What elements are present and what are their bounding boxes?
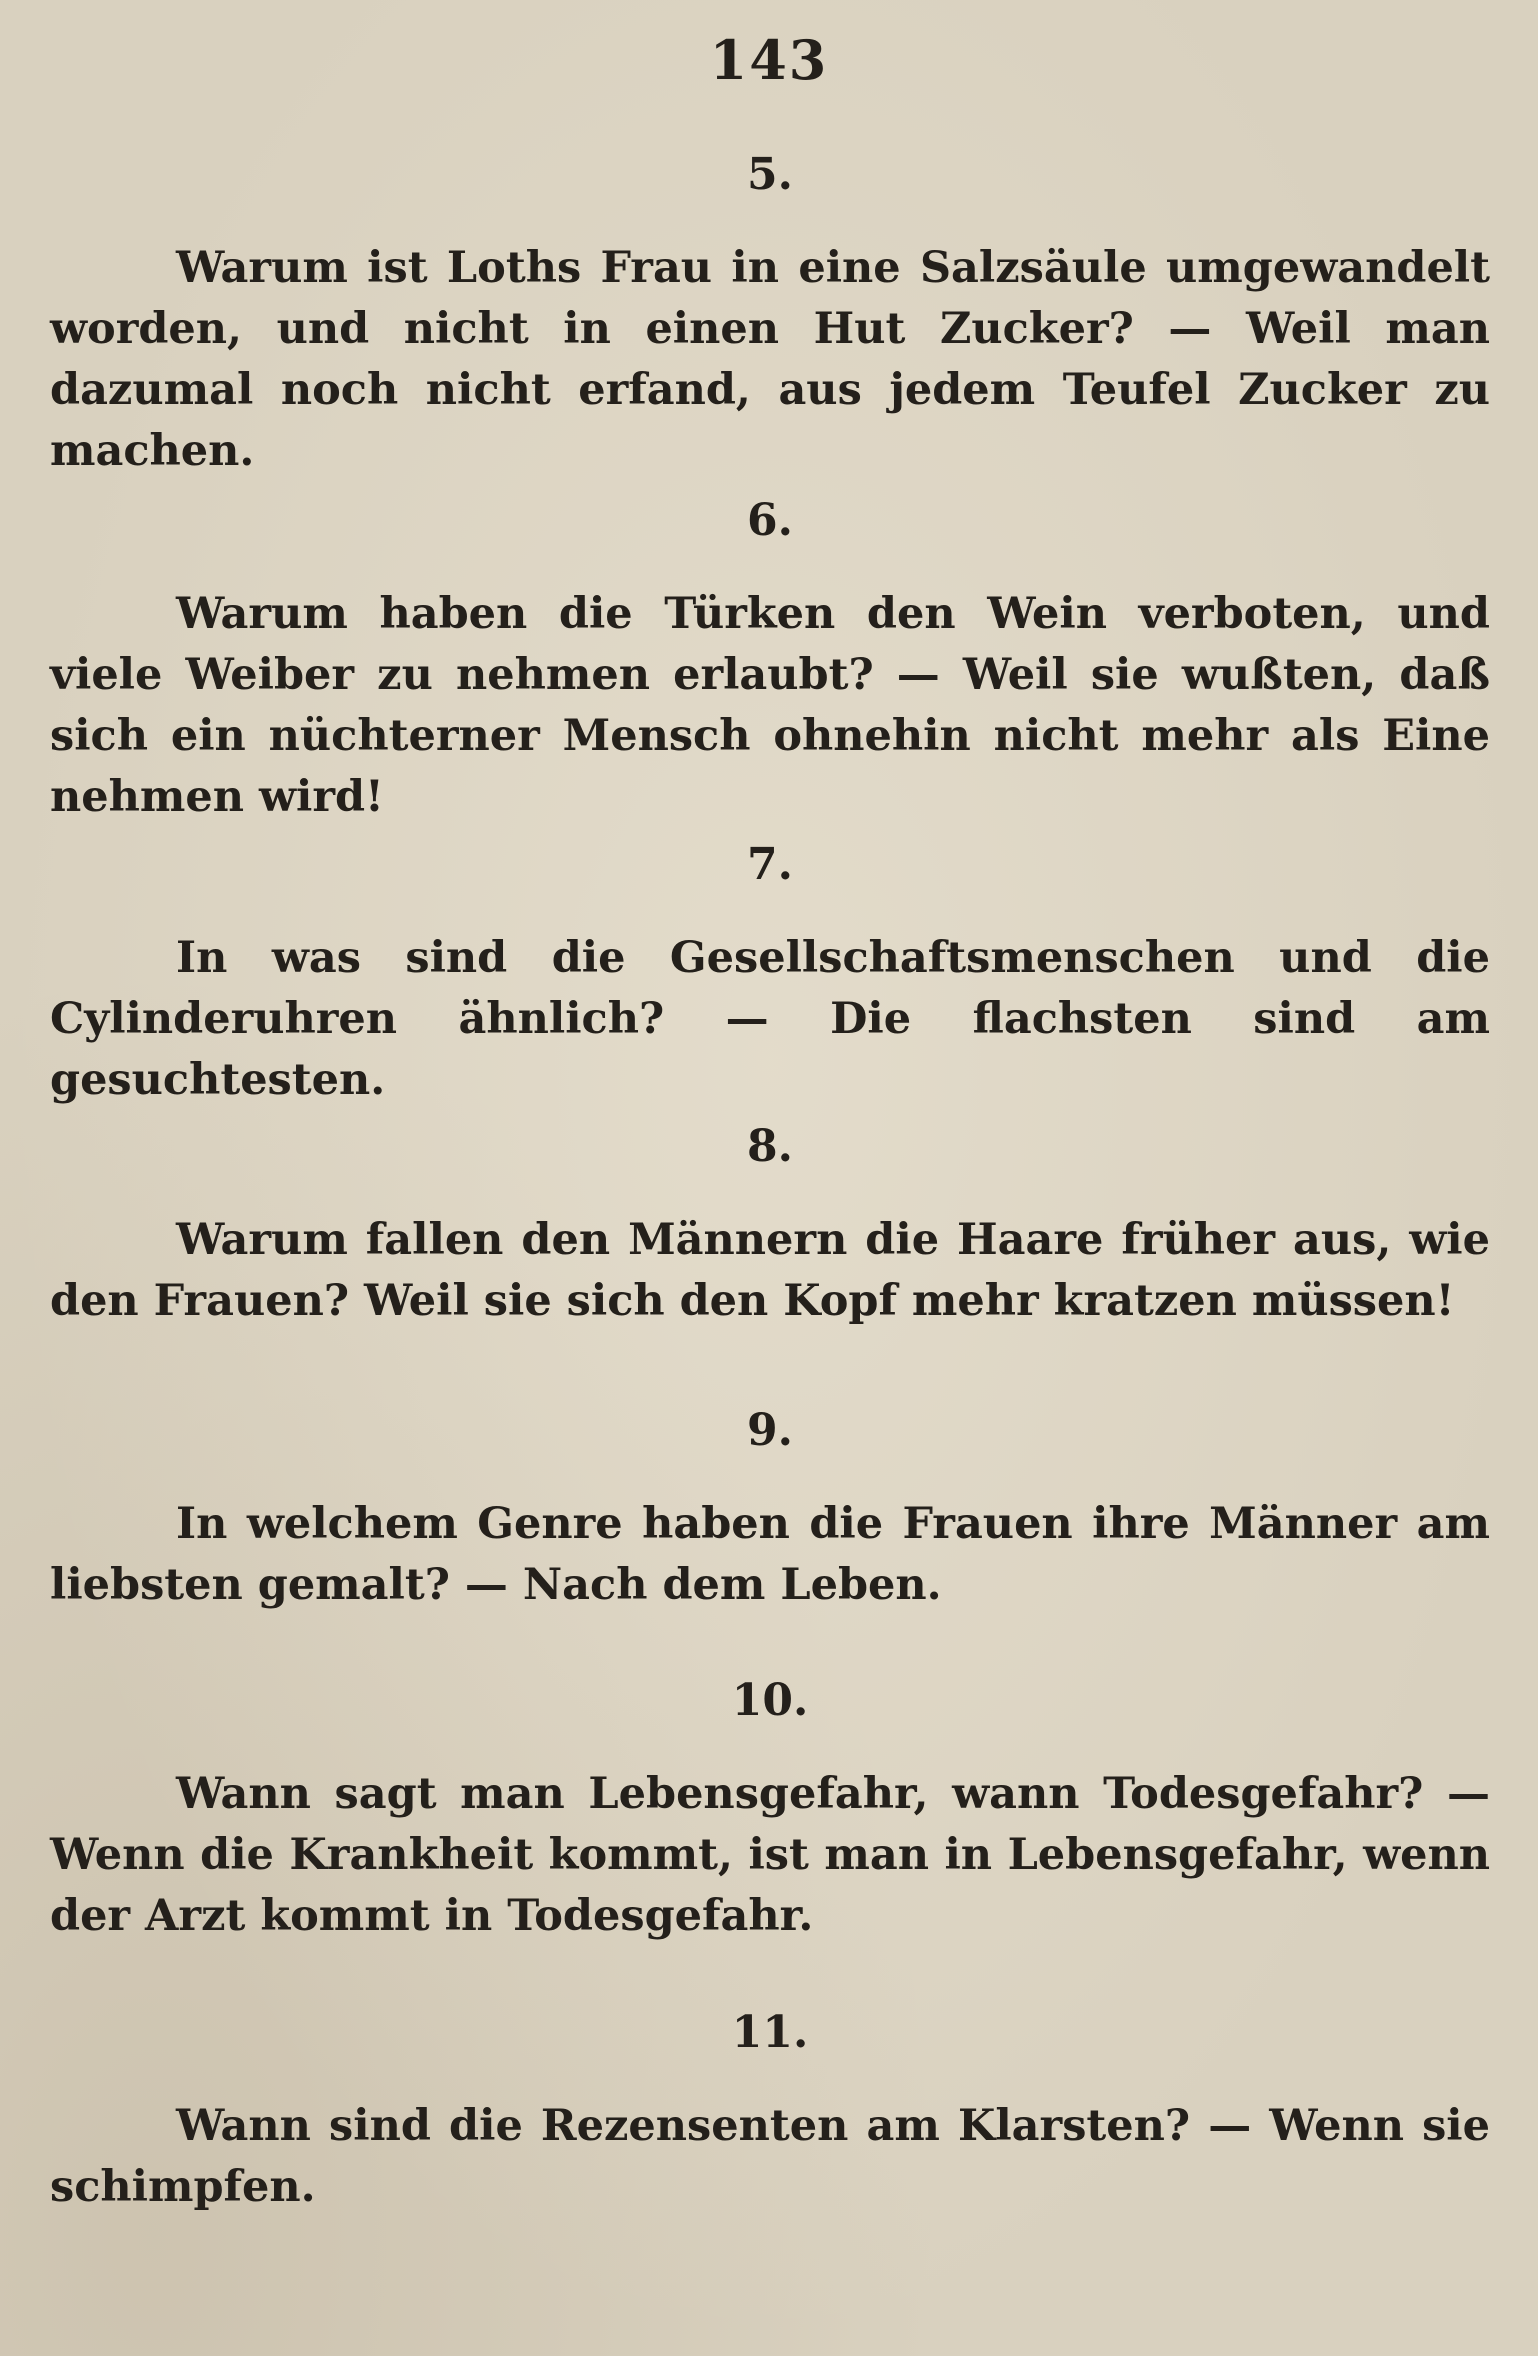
page-number: 143: [709, 28, 829, 92]
riddle-number: 9.: [747, 1405, 793, 1456]
riddle-text: Wann sind die Rezensenten am Klarsten? — Wenn sie schimpfen.: [50, 2101, 1490, 2212]
riddle-number: 7.: [747, 839, 793, 890]
riddle-entry: [50, 140, 1490, 482]
riddle-number: 10.: [731, 1675, 809, 1726]
riddle-number: 8.: [747, 1121, 793, 1172]
riddle-text: In welchem Genre haben die Frauen ihre Männer am liebsten gemalt? — Nach dem Leben.: [50, 1499, 1490, 1610]
riddle-number: 11.: [731, 2007, 809, 2058]
riddle-entry: [50, 486, 1490, 828]
riddle-entry: [50, 1998, 1490, 2218]
riddle-entry: [50, 1112, 1490, 1332]
riddle-entry: [50, 830, 1490, 1111]
riddle-text: Warum haben die Türken den Wein verboten, und viele Weiber zu nehmen erlaubt? — Weil sie wußten, daß sich ein nüchterner Mensch ohnehin nicht mehr als Eine nehmen wird!: [50, 589, 1490, 822]
riddle-number: 5.: [747, 149, 793, 200]
riddle-entry: [50, 1396, 1490, 1616]
riddle-text: In was sind die Gesellschaftsmenschen und die Cylinderuhren ähnlich? — Die flachsten sind am gesuchtesten.: [50, 933, 1490, 1105]
riddle-text: Warum fallen den Männern die Haare früher aus, wie den Frauen? Weil sie sich den Kopf mehr kratzen müssen!: [50, 1215, 1490, 1326]
riddle-text: Warum ist Loths Frau in eine Salzsäule umgewandelt worden, und nicht in einen Hut Zucker? — Weil man dazumal noch nicht erfand, aus jedem Teufel Zucker zu machen.: [50, 243, 1490, 476]
riddle-text: Wann sagt man Lebensgefahr, wann Todesgefahr? — Wenn die Krankheit kommt, ist man in Lebensgefahr, wenn der Arzt kommt in Todesgefahr.: [50, 1769, 1490, 1941]
riddle-number: 6.: [747, 495, 793, 546]
riddle-entry: [50, 1666, 1490, 1947]
